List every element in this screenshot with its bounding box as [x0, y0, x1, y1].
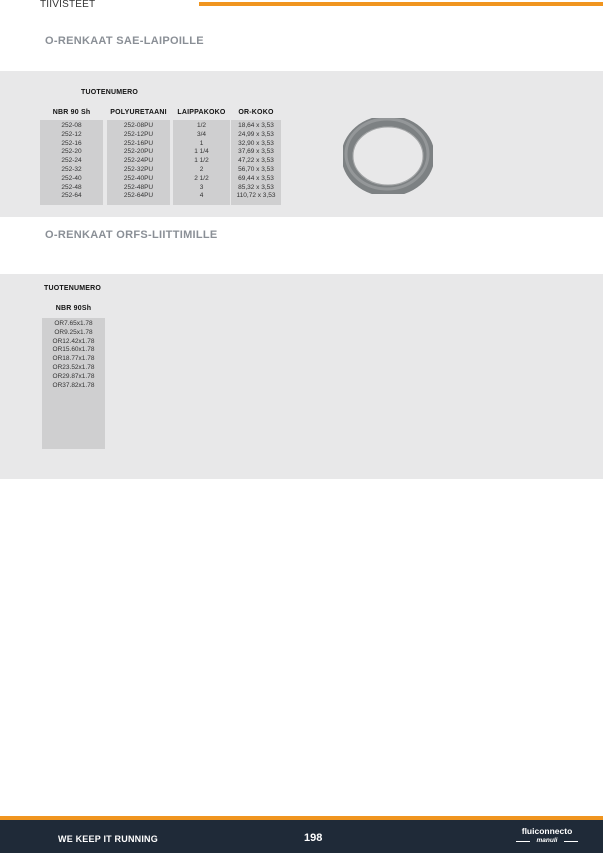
table-cell: 252-12PU [123, 130, 154, 138]
table-cell: 85,32 x 3,53 [238, 183, 274, 191]
table-cell: OR18.77x1.78 [52, 355, 95, 363]
table-cell: 1 [199, 139, 204, 147]
logo-rule-right [564, 841, 578, 842]
section-header-label: TIIVISTEET [40, 0, 96, 10]
table-cell: 24,99 x 3,53 [238, 130, 274, 138]
section1-title: O-RENKAAT SAE-LAIPOILLE [45, 35, 204, 47]
table-cell: OR7.65x1.78 [54, 320, 93, 327]
table-cell: OR15.60x1.78 [52, 346, 95, 354]
col-nbr-header: NBR 90 Sh [52, 109, 91, 116]
table-cell: 1 1/2 [194, 157, 209, 165]
table-cell: 2 [199, 165, 204, 173]
col-polyuretaani [107, 120, 170, 205]
table-cell: 3 [199, 183, 204, 191]
section2-band [0, 274, 603, 479]
table-cell: 252-08PU [123, 122, 154, 129]
footer-slogan: WE KEEP IT RUNNING [58, 834, 158, 844]
table-cell: 110,72 x 3,53 [236, 192, 276, 200]
table-cell: 4 [199, 192, 204, 200]
table-cell: 252-08 [61, 122, 82, 129]
table-cell: 56,70 x 3,53 [238, 165, 274, 173]
footer [0, 820, 603, 853]
section2-title: O-RENKAAT ORFS-LIITTIMILLE [45, 229, 218, 241]
page-number: 198 [304, 832, 323, 844]
logo-main-text: fluiconnecto [521, 826, 573, 836]
col-laippakoko [173, 120, 230, 205]
section1-group-label: TUOTENUMERO [81, 89, 139, 96]
table-cell: 18,64 x 3,53 [238, 122, 274, 129]
table-cell: 252-12 [61, 130, 82, 138]
table-cell: 69,44 x 3,53 [238, 174, 274, 182]
table-cell: 1 1/4 [194, 148, 209, 156]
logo-sub-text: manuli [536, 837, 558, 844]
table-cell: 252-20 [61, 148, 82, 156]
table-cell: 47,22 x 3,53 [238, 157, 274, 165]
table-cell: 1/2 [196, 122, 207, 129]
table-cell: 32,90 x 3,53 [238, 139, 274, 147]
table-cell: 252-64 [61, 192, 82, 200]
table-cell: 252-48PU [123, 183, 154, 191]
table-cell: 252-16PU [123, 139, 154, 147]
table-cell: 252-16 [61, 139, 82, 147]
table-cell: 37,69 x 3,53 [238, 148, 274, 156]
table-cell: OR9.25x1.78 [54, 328, 93, 336]
table-cell: OR29.87x1.78 [52, 372, 95, 380]
table-cell: 252-32 [61, 165, 82, 173]
col-laippakoko-header: LAIPPAKOKO [177, 109, 226, 116]
col-polyuretaani-header: POLYURETAANI [110, 109, 167, 116]
table-cell: 252-20PU [123, 148, 154, 156]
table-cell: 252-24 [61, 157, 82, 165]
col-nbr [40, 120, 103, 205]
table-cell: 2 1/2 [194, 174, 209, 182]
brand-logo [512, 826, 582, 850]
table-cell: 252-48 [61, 183, 82, 191]
section2-group-label: TUOTENUMERO [44, 285, 102, 292]
table-cell: OR23.52x1.78 [52, 363, 95, 371]
o-ring-image [343, 118, 433, 194]
table-cell: 252-40 [61, 174, 82, 182]
table-cell: 252-24PU [123, 157, 154, 165]
header-accent-line [199, 2, 603, 6]
table-cell: 252-32PU [123, 165, 154, 173]
table-cell: OR37.82x1.78 [52, 381, 95, 389]
table-cell: 252-64PU [123, 192, 154, 200]
section1-band [0, 71, 603, 217]
col-orkoko-header: OR-KOKO [238, 109, 274, 116]
table-cell: 252-40PU [123, 174, 154, 182]
col-nbr90sh [42, 318, 105, 449]
col-orkoko [231, 120, 281, 205]
col-nbr90sh-header: NBR 90Sh [55, 305, 92, 312]
table-cell: OR12.42x1.78 [52, 337, 95, 345]
table-cell: 3/4 [196, 130, 207, 138]
